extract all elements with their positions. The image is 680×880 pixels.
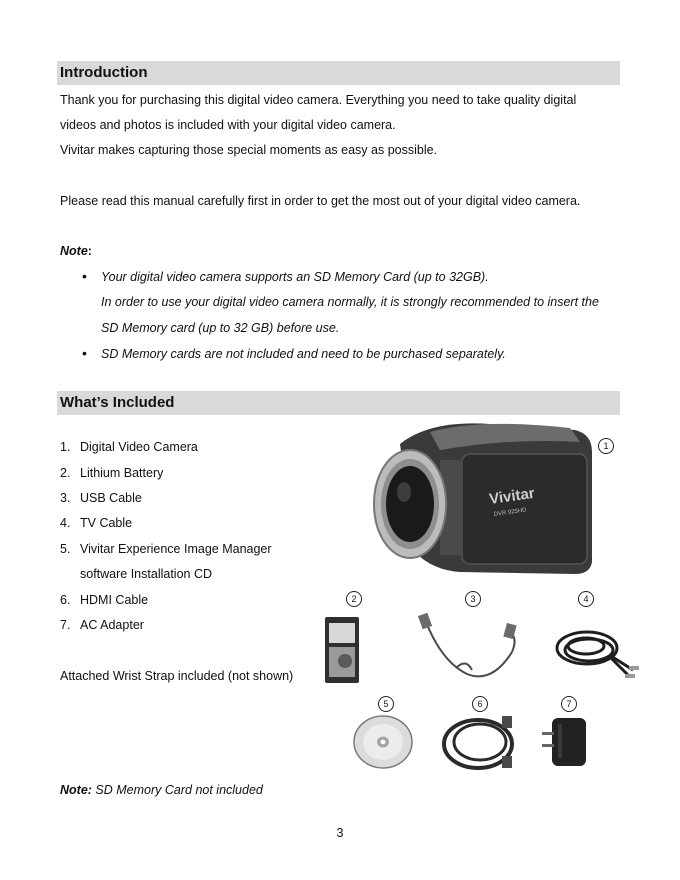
intro-paragraph-line-2: videos and photos is included with your digital video camera.	[60, 118, 396, 132]
wrist-strap-note: Attached Wrist Strap included (not shown)	[60, 669, 294, 683]
callout-7: 7	[561, 696, 577, 712]
included-item-3	[60, 490, 142, 506]
item-text: TV Cable	[80, 516, 133, 530]
item-text: Lithium Battery	[80, 466, 164, 480]
tv-cable-image	[553, 612, 645, 684]
included-item-5	[60, 541, 272, 557]
note-label	[60, 243, 92, 259]
callout-2: 2	[346, 591, 362, 607]
note-label-text: Note	[60, 244, 88, 258]
footer-note-label: Note:	[60, 783, 92, 797]
intro-paragraph-line-1: Thank you for purchasing this digital video camera. Everything you need to take quality digital	[60, 93, 577, 107]
callout-1: 1	[598, 438, 614, 454]
callout-6: 6	[472, 696, 488, 712]
bullet-1-line-1: Your digital video camera supports an SD Memory Card (up to 32GB).	[101, 270, 489, 284]
bullet-2-dot: •	[82, 345, 87, 361]
callout-5: 5	[378, 696, 394, 712]
camera-model-label: DVR 925HD	[493, 507, 527, 518]
item-number: 4.	[60, 516, 71, 530]
included-item-4	[60, 515, 132, 531]
cd-image	[352, 714, 414, 770]
bullet-1-line-2: In order to use your digital video camera normally, it is strongly recommended to insert the	[101, 295, 599, 309]
included-item-6	[60, 592, 148, 608]
item-number: 2.	[60, 466, 71, 480]
item-number: 5.	[60, 542, 71, 556]
ac-adapter-image	[538, 714, 590, 768]
bullet-1-dot: •	[82, 268, 87, 284]
item-text: HDMI Cable	[80, 593, 149, 607]
whats-included-heading: What’s Included	[57, 391, 620, 415]
hdmi-cable-image	[440, 712, 520, 772]
included-item-7	[60, 617, 144, 633]
bullet-1-line-3: SD Memory card (up to 32 GB) before use.	[101, 321, 340, 335]
note-colon: :	[87, 244, 92, 258]
intro-paragraph-line-3: Vivitar makes capturing those special moments as easy as possible.	[60, 143, 438, 157]
footer-note-text: SD Memory Card not included	[91, 783, 263, 797]
item-number: 6.	[60, 593, 71, 607]
included-item-2	[60, 465, 163, 481]
item-number: 7.	[60, 618, 71, 632]
included-item-1	[60, 439, 198, 455]
video-camera-image	[370, 412, 600, 580]
callout-3: 3	[465, 591, 481, 607]
footer-note	[60, 782, 263, 798]
item-text: Vivitar Experience Image Manager	[80, 542, 272, 556]
item-text: USB Cable	[80, 491, 142, 505]
item-text: AC Adapter	[80, 618, 144, 632]
intro-paragraph-line-4: Please read this manual carefully first in order to get the most out of your digital video camera.	[60, 194, 581, 208]
camera-brand-label: Vivitar	[488, 484, 536, 508]
item-number: 1.	[60, 440, 71, 454]
included-item-5-continued: software Installation CD	[80, 567, 213, 581]
usb-cable-image	[412, 612, 528, 686]
introduction-heading: Introduction	[57, 61, 620, 85]
battery-image	[323, 615, 361, 685]
item-number: 3.	[60, 491, 71, 505]
page-number: 3	[336, 826, 344, 840]
bullet-2-line-1: SD Memory cards are not included and need to be purchased separately.	[101, 347, 506, 361]
callout-4: 4	[578, 591, 594, 607]
item-text: Digital Video Camera	[80, 440, 198, 454]
